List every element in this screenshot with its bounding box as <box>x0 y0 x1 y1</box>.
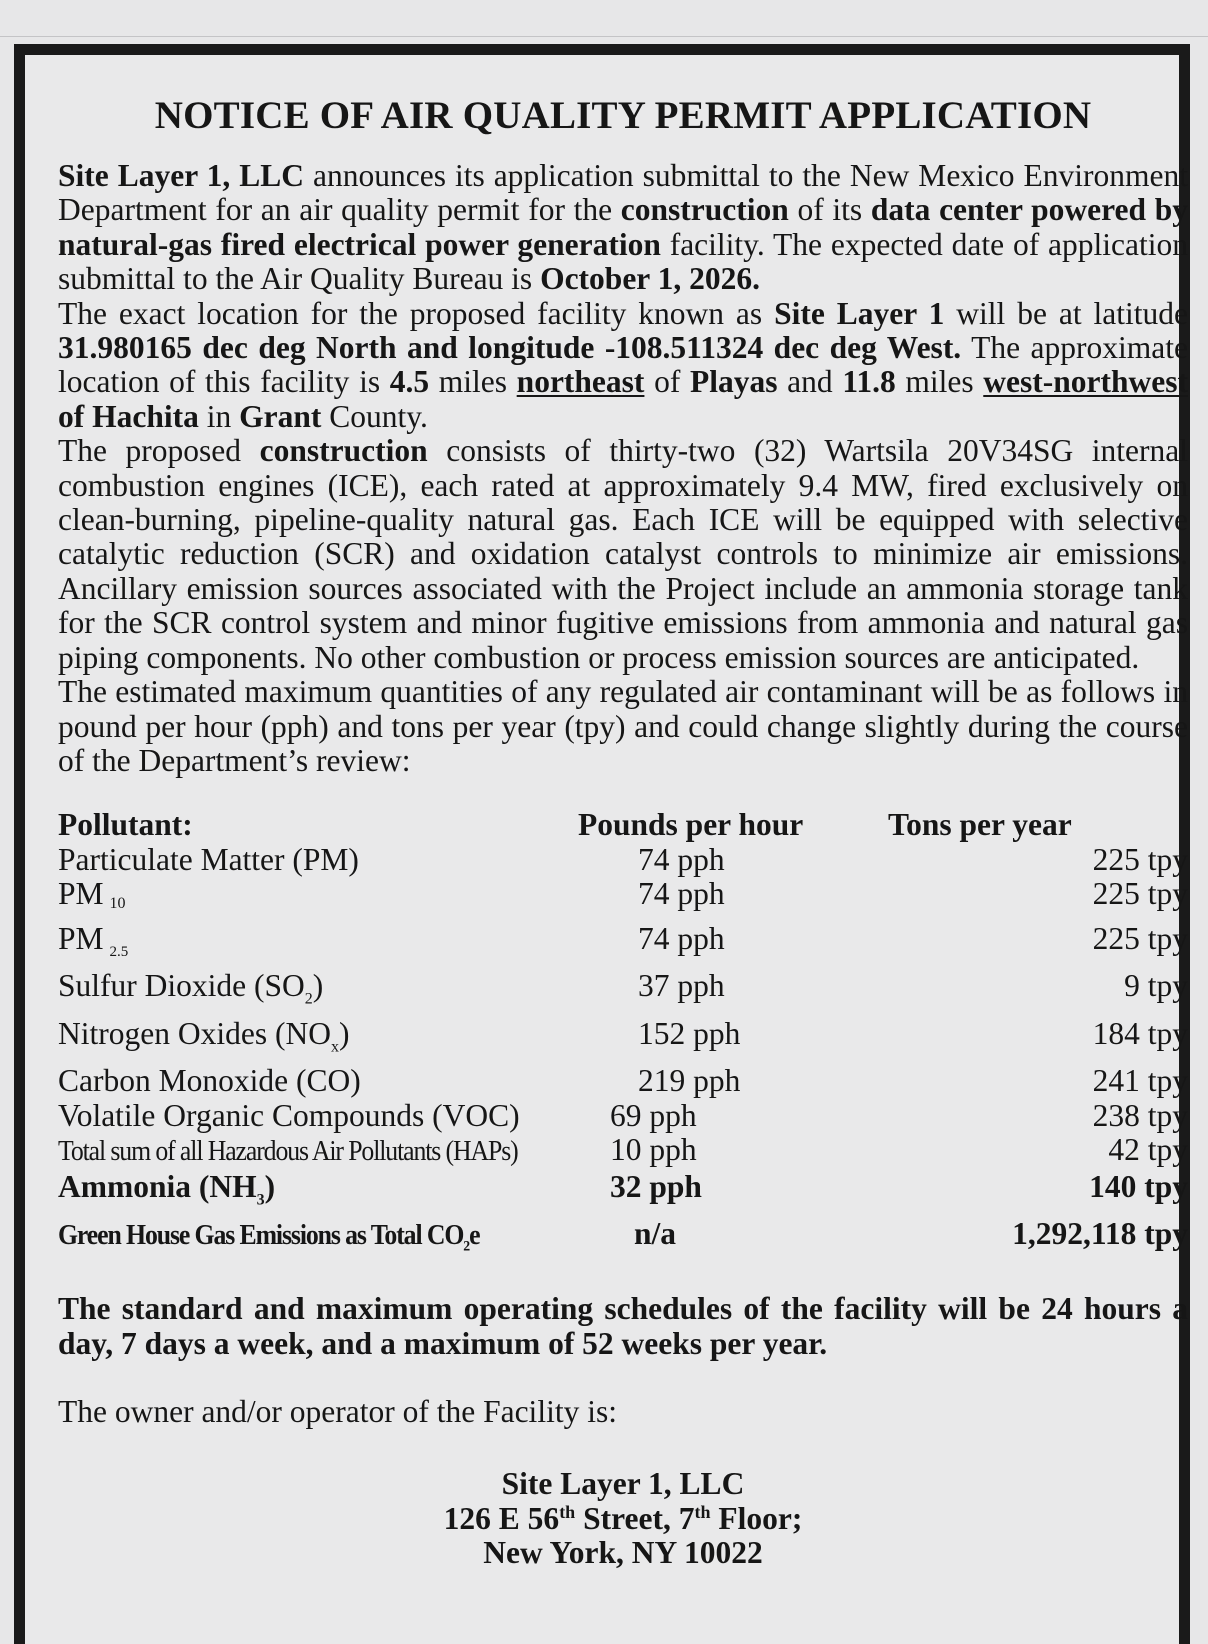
pollutant-subscript: 10 <box>109 895 126 913</box>
estimate-paragraph: The estimated maximum quantities of any regulated air contaminant will be as follows in pound per hour (pph) and tons per year (tpy) and could change slightly during the course of the Department’s review: <box>58 674 1188 778</box>
of-1: of <box>644 364 690 400</box>
distance-2-unit: miles <box>895 364 984 400</box>
pollutant-name: Particulate Matter (PM) <box>58 841 359 877</box>
town-2: Hachita <box>92 398 199 434</box>
facility-description: data center powered by natural-gas fired electrical power generation <box>58 192 1188 262</box>
submittal-date: October 1, 2026. <box>540 261 760 297</box>
pollutant-name: PM $_{2.5}$ <box>58 920 129 960</box>
construction-paragraph <box>58 434 1188 675</box>
pollutant-tpy: 42 tpy <box>1108 1132 1188 1168</box>
pollutant-pph: 219 pph <box>638 1063 741 1099</box>
location-paragraph <box>58 297 1188 435</box>
table-row <box>58 1133 1188 1169</box>
distance-1-unit: miles <box>429 364 517 400</box>
table-row <box>58 1170 1188 1218</box>
table-row <box>58 843 1188 877</box>
facility-name: Site Layer 1 <box>774 295 945 331</box>
pollutant-subscript: x <box>330 1037 339 1055</box>
intro-paragraph <box>58 159 1188 297</box>
pollutant-tpy: 241 tpy <box>1092 1063 1188 1099</box>
intro-text-1: announces its application submittal to the New Mexico Environment Department for an air quality permit for the <box>58 158 1188 228</box>
construction-text-2: consists of thirty-two (32) Wartsila 20V34SG internal combustion engines (ICE), each rated at approximately 9.4 MW, fired exclusively on clean-burning, pipeline-quality natural gas. Each ICE will be equipped with selective catalytic reduction (SCR) and oxidation catalyst controls to minimize air emissions. Ancillary emission sources associated with the Project include an ammonia storage tank for the SCR control system and minor fugitive emissions from ammonia and natural gas piping components. No other combustion or process emission sources are anticipated. <box>58 433 1189 675</box>
pollutant-name: Nitrogen Oxides $(NO_x)$ <box>58 1015 350 1055</box>
pollutant-tpy: 238 tpy <box>1092 1097 1188 1133</box>
notice-title: NOTICE OF AIR QUALITY PERMIT APPLICATION <box>154 94 1092 137</box>
pollutant-tpy: 1,292,118 tpy <box>1012 1216 1188 1252</box>
county-name: Grant <box>239 398 322 434</box>
pollutant-pph: 10 pph <box>610 1132 697 1168</box>
pollutant-subscript: 2 <box>304 990 313 1008</box>
county-word: County. <box>321 398 428 434</box>
pollutant-pph: 152 pph <box>638 1015 741 1051</box>
header-tpy: Tons per year <box>888 807 1072 843</box>
location-text-2: will be at <box>944 295 1094 331</box>
pollutant-name: Green House Gas Emissions as Total $CO_2e$ <box>58 1220 480 1255</box>
town-1: Playas <box>689 364 778 400</box>
pollutant-subscript: 2 <box>463 1238 470 1255</box>
pollutant-tpy: 184 tpy <box>1092 1015 1188 1051</box>
table-row <box>58 969 1188 1017</box>
location-text-1: The exact location for the proposed facility known as <box>58 295 775 331</box>
pollutant-name: Volatile Organic Compounds (VOC) <box>58 1097 520 1133</box>
latitude-text: latitude <box>1093 295 1188 331</box>
pollutant-tpy: 225 tpy <box>1092 841 1188 877</box>
pollutant-name: PM $_{10}$ <box>58 876 126 913</box>
direction-1: northeast <box>516 364 645 400</box>
pollutant-name: Total sum of all Hazardous Air Pollutants (HAPs) <box>58 1136 518 1168</box>
pollutant-pph: 74 pph <box>638 876 725 912</box>
distance-1: 4.5 <box>389 364 430 400</box>
pollutant-name: Sulfur Dioxide $(SO_2)$ <box>58 967 324 1008</box>
pollutant-pph: 69 pph <box>610 1097 697 1133</box>
construction-word: construction <box>620 192 789 228</box>
pollutant-tpy: 9 tpy <box>1124 967 1188 1003</box>
table-row <box>58 1217 1188 1264</box>
in-text: in <box>198 398 240 434</box>
pollutant-pph: 37 pph <box>638 967 725 1003</box>
pollutant-name: Ammonia $(NH_3)$ <box>58 1168 276 1208</box>
address-line-1: Site Layer 1, LLC <box>501 1466 745 1502</box>
owner-intro: The owner and/or operator of the Facility is: <box>58 1394 617 1430</box>
table-row <box>58 877 1188 921</box>
header-pollutant: Pollutant: <box>58 807 193 843</box>
table-row <box>58 1099 1188 1133</box>
location-text-3: The approximate location of this facility is <box>58 330 1188 400</box>
table-header-row <box>58 808 1188 842</box>
distance-2: 11.8 <box>842 364 896 400</box>
header-pph: Pounds per hour <box>578 807 804 843</box>
table-row <box>58 1017 1188 1065</box>
direction-2: west-northwest <box>983 364 1188 400</box>
and-text: and <box>777 364 843 400</box>
table-row <box>58 922 1188 969</box>
address-line-3: New York, NY 10022 <box>483 1535 763 1571</box>
pollutant-tpy: 225 tpy <box>1092 876 1188 912</box>
pollutant-pph: 74 pph <box>638 920 725 956</box>
pollutant-tpy: 225 tpy <box>1092 920 1188 956</box>
owner-address <box>58 1467 1188 1570</box>
pollutant-pph: n/a <box>634 1216 677 1252</box>
pollutant-name: Carbon Monoxide (CO) <box>58 1063 361 1099</box>
coordinates: 31.980165 dec deg North and longitude -108.511324 dec deg West. <box>58 330 962 366</box>
pollutant-tpy: 140 tpy <box>1089 1168 1188 1204</box>
pollutant-subscript: 3 <box>256 1190 265 1208</box>
construction-word-2: construction <box>259 433 428 469</box>
company-name: Site Layer 1, LLC <box>58 158 305 193</box>
page-top-rule <box>0 36 1208 37</box>
construction-text-1: The proposed <box>58 433 260 469</box>
emissions-table <box>58 808 1188 1264</box>
of-2: of <box>58 398 93 434</box>
notice-content <box>58 55 1188 1571</box>
pollutant-pph: 32 pph <box>610 1168 702 1204</box>
pollutant-subscript: 2.5 <box>109 943 129 960</box>
schedule-paragraph: The standard and maximum operating schedules of the facility will be 24 hours a day, 7 days a week, and a maximum of 52 weeks per year. <box>58 1291 1188 1361</box>
intro-text-2: of its <box>788 192 871 228</box>
intro-text-3: facility. The expected date of application submittal to the Air Quality Bureau is <box>58 226 1188 297</box>
address-line-2: 126 E 56th Street, 7th Floor; <box>443 1500 803 1536</box>
table-row <box>58 1064 1188 1098</box>
pollutant-pph: 74 pph <box>638 841 725 877</box>
notice-border-frame <box>14 44 1190 1644</box>
